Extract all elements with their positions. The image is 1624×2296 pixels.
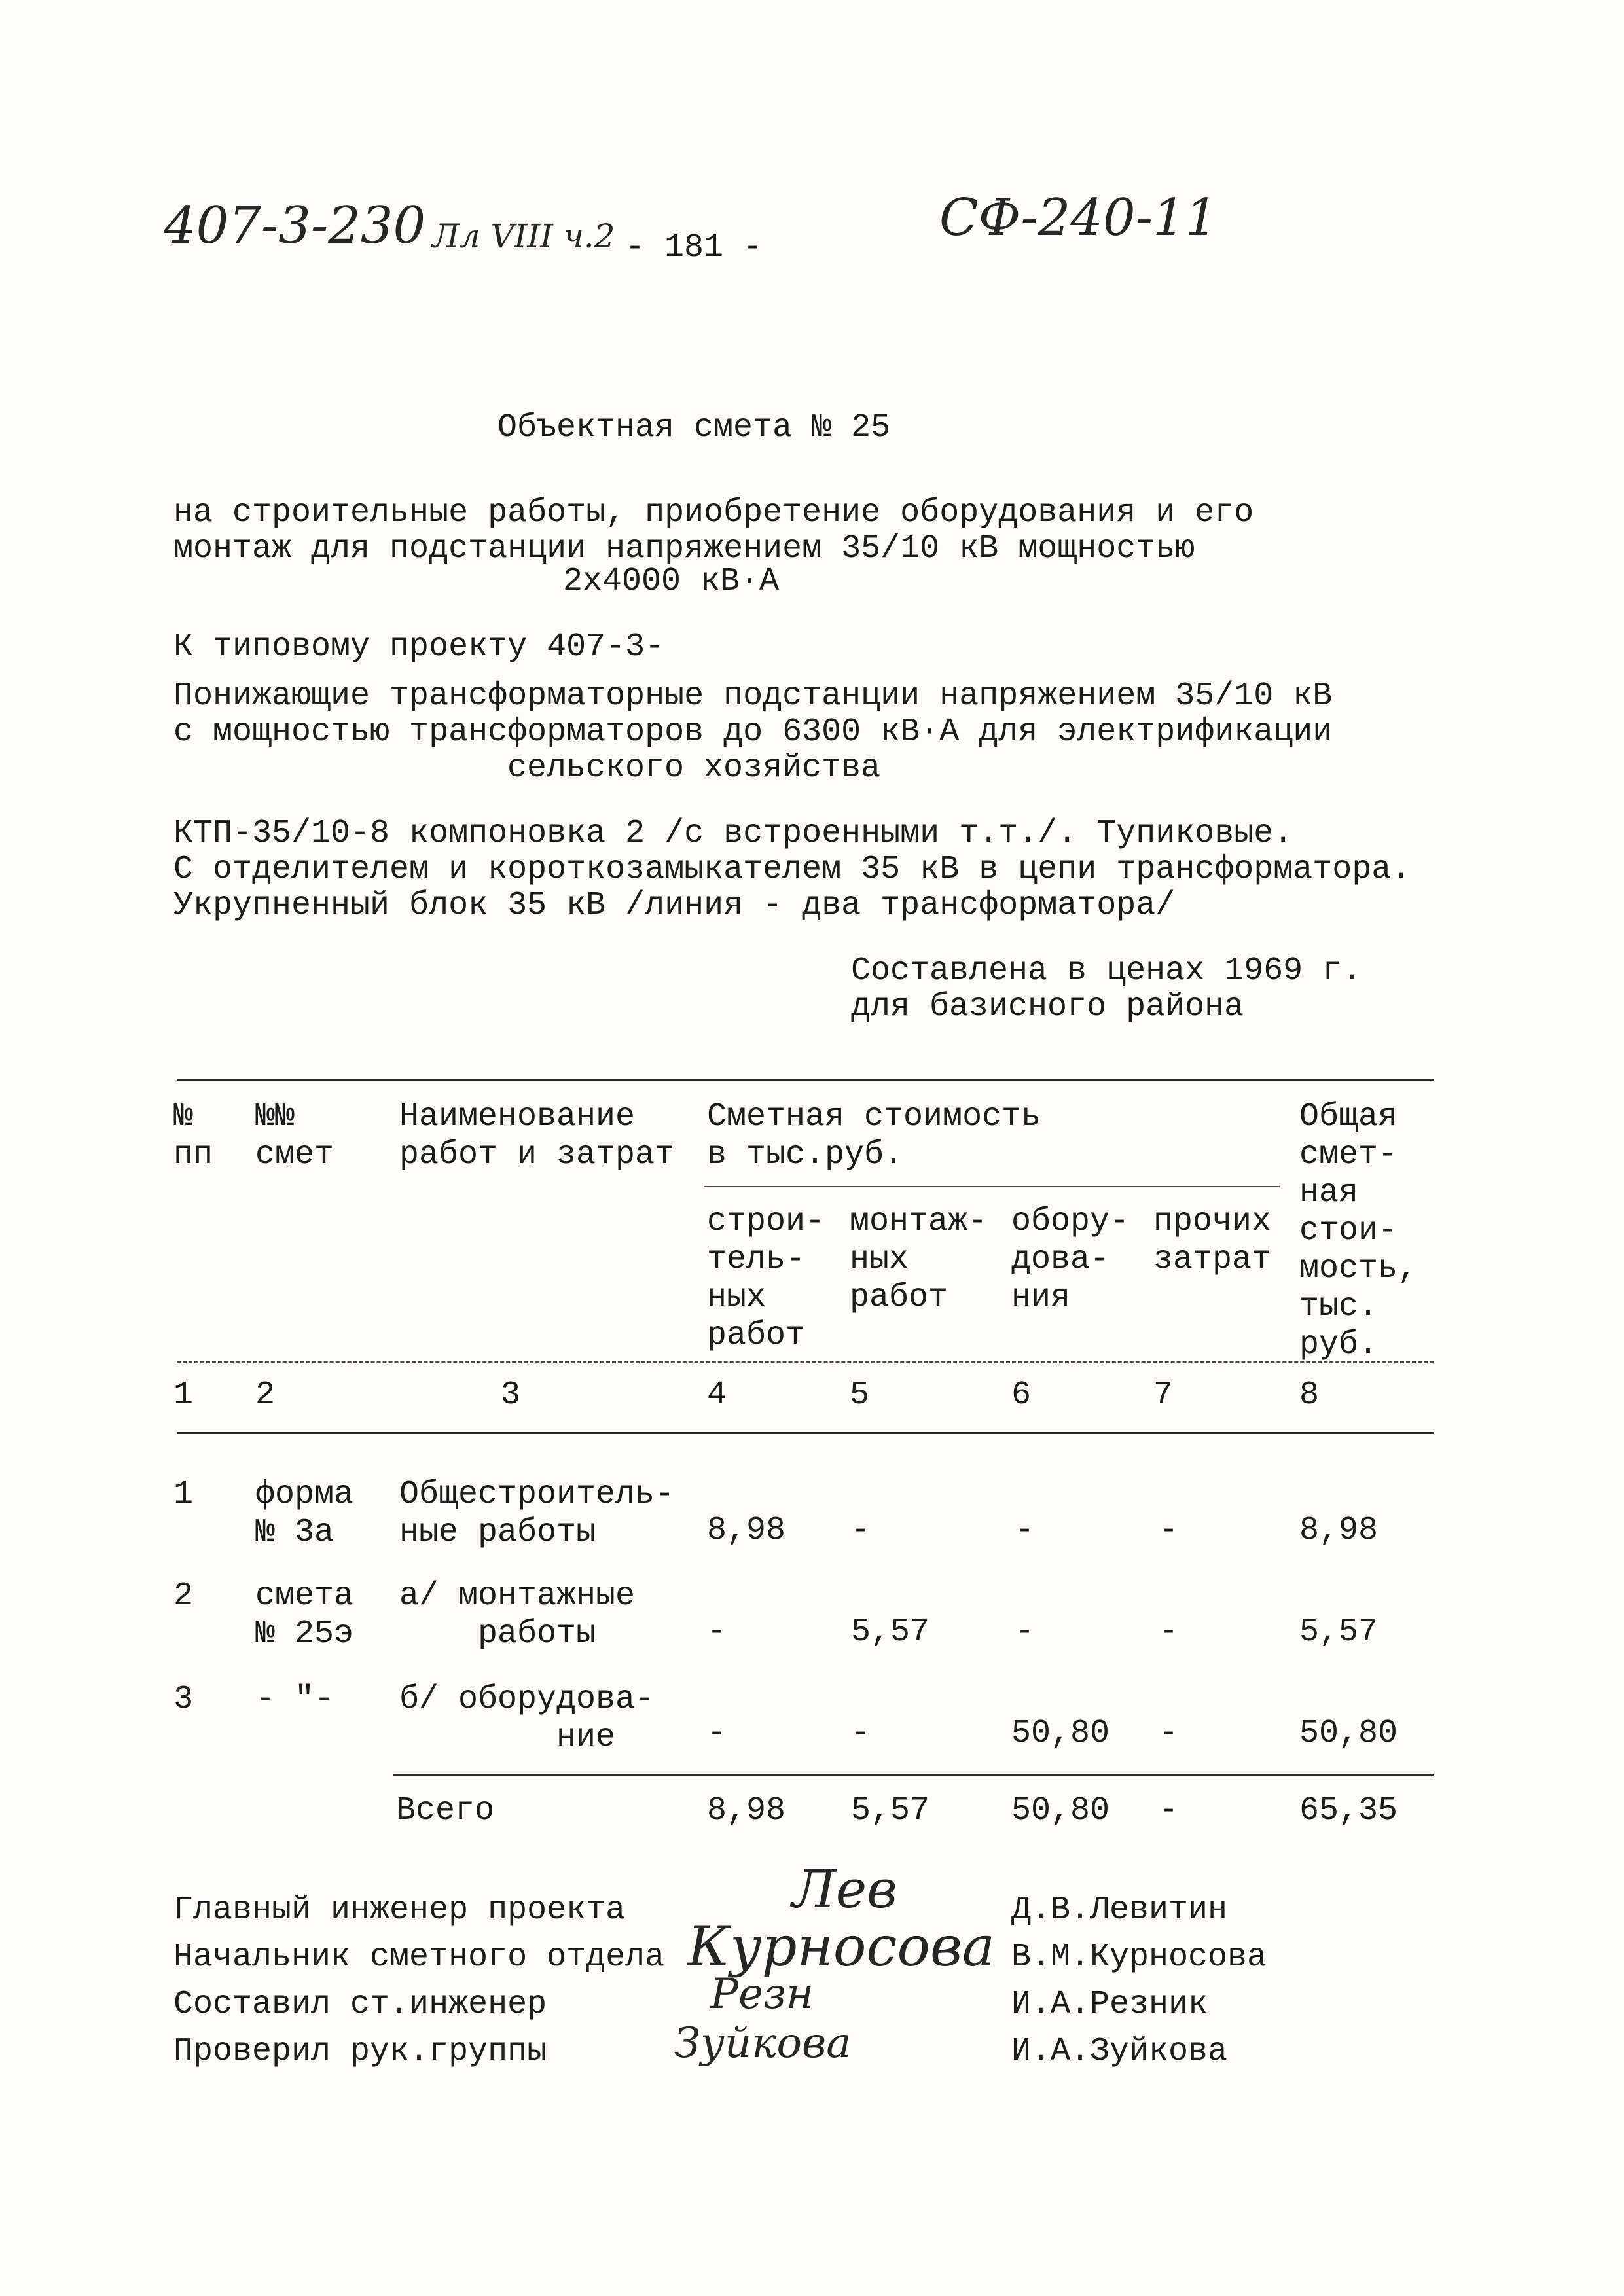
col-head-name: Наименование работ и затрат xyxy=(399,1098,675,1174)
handwritten-code: 407-3-230 xyxy=(164,196,426,255)
signature-role: Проверил рук.группы xyxy=(173,2033,547,2070)
table-top-rule xyxy=(177,1079,1434,1081)
total-installation: 5,57 xyxy=(851,1792,930,1829)
project-desc-line-2: с мощностью трансформаторов до 6300 кВ·А для электрификации xyxy=(173,713,1333,751)
page-number: - 181 - xyxy=(625,229,763,266)
row-no: 2 xyxy=(173,1577,194,1615)
variant-line-2: С отделителем и короткозамыкателем 35 кВ в цепи трансформатора. xyxy=(173,851,1411,888)
col-head-no: № пп xyxy=(173,1098,213,1174)
row-equipment: - xyxy=(1015,1512,1035,1549)
total-rule xyxy=(393,1774,1434,1776)
row-installation: - xyxy=(851,1715,871,1752)
row-no: 1 xyxy=(173,1476,194,1513)
row-construction: - xyxy=(707,1613,727,1651)
col-head-construction: строи- тель- ных работ xyxy=(707,1203,825,1354)
col-number: 7 xyxy=(1153,1376,1174,1414)
cost-group-rule xyxy=(704,1186,1280,1187)
col-number: 1 xyxy=(173,1376,194,1414)
prices-line-2: для базисного района xyxy=(851,988,1244,1026)
col-number: 6 xyxy=(1011,1376,1032,1414)
variant-line-1: КТП-35/10-8 компоновка 2 /с встроенными т.т./. Тупиковые. xyxy=(173,815,1293,852)
col-head-equipment: обору- дова- ния xyxy=(1011,1203,1130,1316)
col-number: 3 xyxy=(501,1376,521,1414)
row-no: 3 xyxy=(173,1681,194,1718)
row-equipment: 50,80 xyxy=(1011,1715,1110,1752)
signature-handwritten: Зуйкова xyxy=(674,2019,852,2068)
signature-handwritten: Резн xyxy=(710,1970,814,2018)
col-head-other: прочих затрат xyxy=(1153,1203,1272,1278)
col-number: 4 xyxy=(707,1376,727,1414)
col-number: 8 xyxy=(1299,1376,1320,1414)
row-installation: - xyxy=(851,1512,871,1549)
col-number-rule xyxy=(177,1432,1434,1434)
variant-line-3: Укрупненный блок 35 кВ /линия - два трансформатора/ xyxy=(173,887,1176,924)
prices-line-1: Составлена в ценах 1969 г. xyxy=(851,952,1362,990)
document-title: Объектная смета № 25 xyxy=(497,409,891,446)
handwritten-sheet: Лл VIII ч.2 xyxy=(432,217,615,255)
row-name: а/ монтажные работы xyxy=(399,1577,636,1653)
col-head-estimate: №№ смет xyxy=(255,1098,334,1174)
col-head-installation: монтаж- ных работ xyxy=(850,1203,988,1316)
row-other: - xyxy=(1159,1613,1179,1651)
row-total: 50,80 xyxy=(1299,1715,1398,1752)
signature-role: Составил ст.инженер xyxy=(173,1986,547,2023)
total-equipment: 50,80 xyxy=(1011,1792,1110,1829)
col-number: 5 xyxy=(850,1376,870,1414)
subtitle-line-3: 2х4000 кВ·А xyxy=(563,563,780,600)
project-desc-line-3: сельского хозяйства xyxy=(507,749,881,787)
project-desc-line-1: Понижающие трансформаторные подстанции напряжением 35/10 кВ xyxy=(173,677,1333,715)
signature-handwritten: Курносова xyxy=(687,1914,995,1979)
signature-name: Д.В.Левитин xyxy=(1011,1892,1228,1929)
total-label: Всего xyxy=(396,1792,495,1829)
handwritten-code-right: СФ-240-11 xyxy=(939,188,1218,247)
row-equipment: - xyxy=(1015,1613,1035,1651)
col-head-total: Общая смет- ная стои- мость, тыс. руб. xyxy=(1299,1098,1418,1363)
total-sum: 65,35 xyxy=(1299,1792,1398,1829)
subtitle-line-2: монтаж для подстанции напряжением 35/10 кВ мощностью xyxy=(173,530,1195,567)
row-other: - xyxy=(1159,1512,1179,1549)
row-installation: 5,57 xyxy=(851,1613,930,1651)
row-construction: 8,98 xyxy=(707,1512,786,1549)
signature-name: И.А.Резник xyxy=(1011,1986,1208,2023)
row-total: 8,98 xyxy=(1299,1512,1379,1549)
signature-name: И.А.Зуйкова xyxy=(1011,2033,1228,2070)
header-bottom-rule xyxy=(177,1361,1434,1363)
row-other: - xyxy=(1159,1715,1179,1752)
signature-role: Главный инженер проекта xyxy=(173,1892,626,1929)
project-ref: К типовому проекту 407-3- xyxy=(173,628,665,666)
total-construction: 8,98 xyxy=(707,1792,786,1829)
signature-handwritten: Лев xyxy=(792,1859,897,1920)
row-name: б/ оборудова- ние xyxy=(399,1681,655,1756)
row-estimate: - "- xyxy=(255,1681,334,1718)
row-construction: - xyxy=(707,1715,727,1752)
signature-name: В.М.Курносова xyxy=(1011,1939,1267,1976)
subtitle-line-1: на строительные работы, приобретение оборудования и его xyxy=(173,494,1254,531)
col-number: 2 xyxy=(255,1376,276,1414)
row-estimate: смета № 25э xyxy=(255,1577,354,1653)
row-name: Общестроитель- ные работы xyxy=(399,1476,675,1551)
row-estimate: форма № 3а xyxy=(255,1476,354,1551)
col-head-cost-group: Сметная стоимость в тыс.руб. xyxy=(707,1098,1041,1174)
signature-role: Начальник сметного отдела xyxy=(173,1939,665,1976)
total-other: - xyxy=(1159,1792,1179,1829)
row-total: 5,57 xyxy=(1299,1613,1379,1651)
